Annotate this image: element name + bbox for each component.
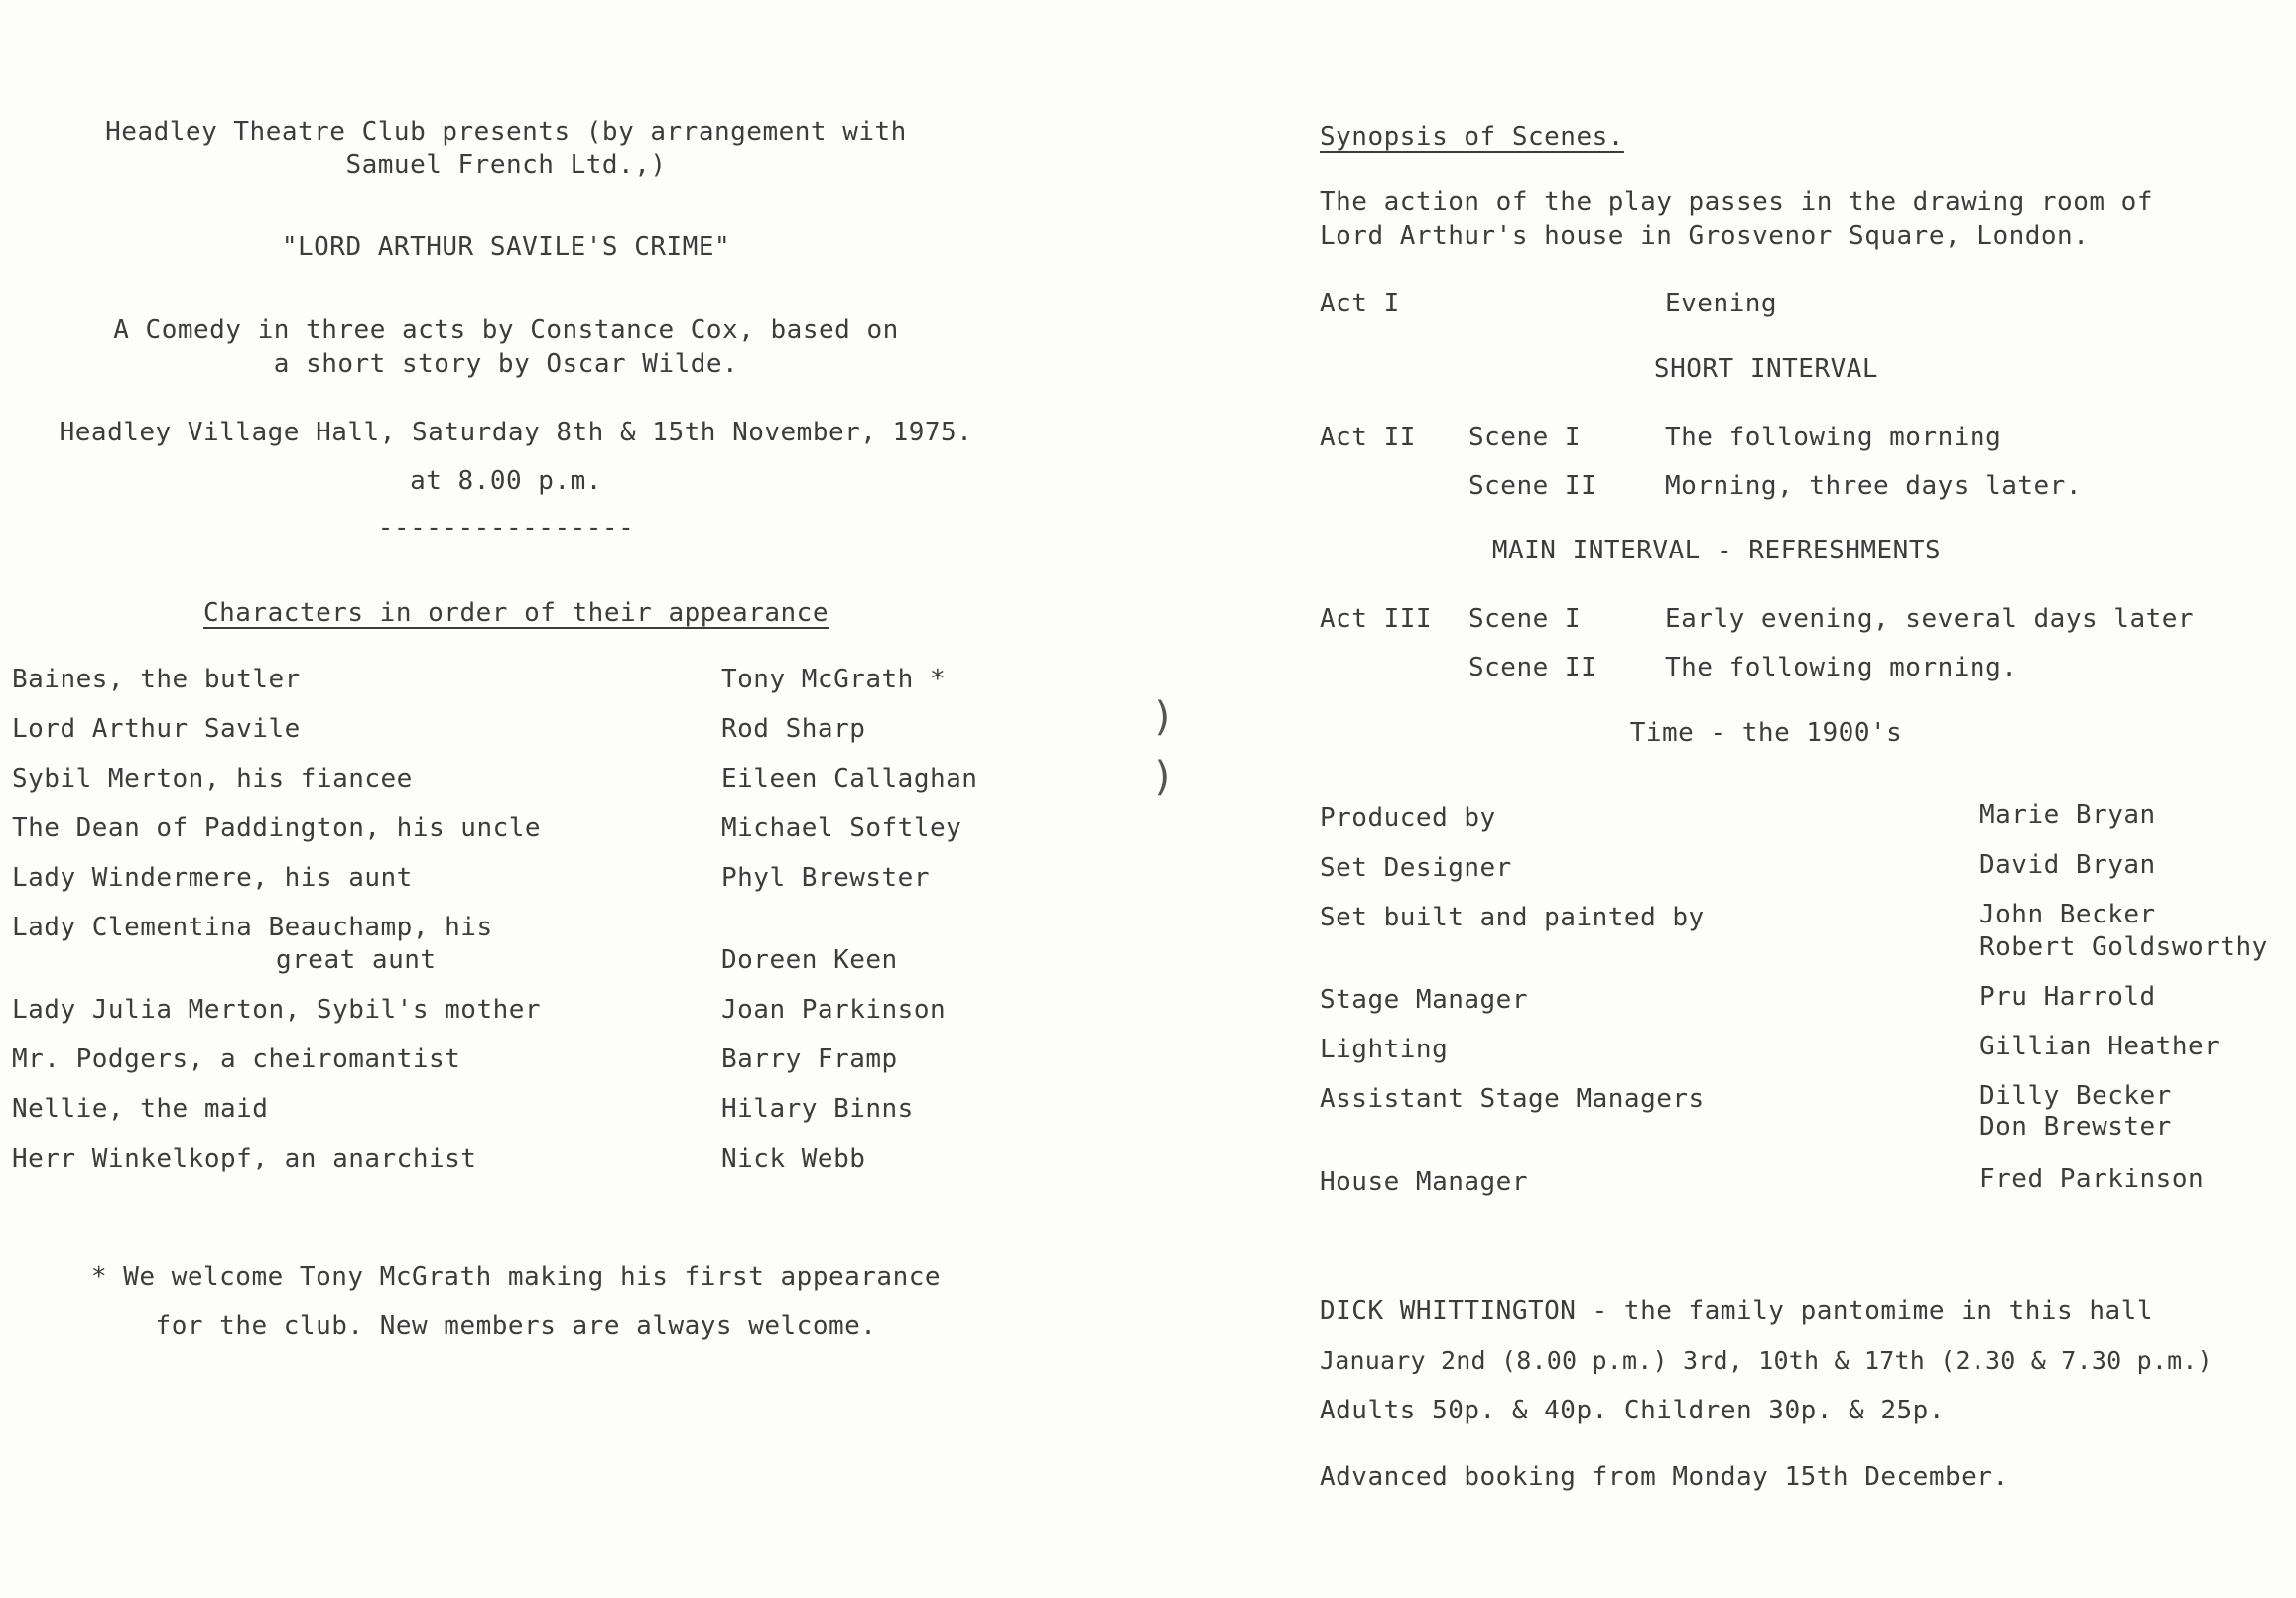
cast-role: Mr. Podgers, a cheiromantist — [12, 1045, 461, 1074]
cast-actor: Nick Webb — [721, 1144, 866, 1173]
scene-description: Morning, three days later. — [1665, 471, 2082, 501]
crew-name: Fred Parkinson — [1979, 1165, 2205, 1194]
cast-actor: Tony McGrath * — [721, 665, 947, 694]
pantomime-line-3: Adults 50p. & 40p. Children 30p. & 25p. — [1320, 1396, 1945, 1425]
crew-role: Produced by — [1320, 803, 1496, 833]
play-title: "LORD ARTHUR SAVILE'S CRIME" — [281, 232, 731, 262]
act-label: Act II — [1320, 423, 1416, 452]
cast-actor: Hilary Binns — [721, 1094, 914, 1124]
crew-role: House Manager — [1320, 1168, 1528, 1197]
synopsis-heading: Synopsis of Scenes. — [1320, 122, 1624, 152]
performance-time: at 8.00 p.m. — [410, 466, 602, 496]
description-line-2: a short story by Oscar Wilde. — [273, 349, 739, 379]
scene-label: Scene II — [1468, 471, 1597, 501]
pantomime-line-1: DICK WHITTINGTON - the family pantomime in this hall — [1320, 1296, 2153, 1326]
left-page — [0, 0, 1141, 1598]
divider: ---------------- — [377, 513, 635, 543]
cast-role-continued: great aunt — [276, 945, 437, 975]
cast-role: Nellie, the maid — [12, 1094, 269, 1124]
crew-name: Robert Goldsworthy — [1979, 932, 2268, 962]
crew-role: Stage Manager — [1320, 985, 1528, 1015]
characters-heading: Characters in order of their appearance — [203, 598, 829, 628]
crew-role: Set Designer — [1320, 853, 1512, 883]
intro-line-2: Samuel French Ltd.,) — [345, 150, 667, 180]
crew-role: Set built and painted by — [1320, 903, 1705, 932]
cast-role: Lady Julia Merton, Sybil's mother — [12, 995, 542, 1025]
scene-label: Scene I — [1468, 423, 1582, 452]
cast-actor: Rod Sharp — [721, 714, 866, 744]
cast-actor: Michael Softley — [721, 813, 962, 843]
act-label: Act III — [1320, 604, 1433, 634]
cast-actor: Phyl Brewster — [721, 863, 930, 893]
cast-actor: Barry Framp — [721, 1045, 898, 1074]
scene-label: Scene I — [1468, 604, 1582, 634]
right-page — [1141, 0, 2296, 1598]
cast-role: Sybil Merton, his fiancee — [12, 764, 413, 794]
description-line-1: A Comedy in three acts by Constance Cox, based on — [113, 315, 899, 345]
cast-actor: Joan Parkinson — [721, 995, 947, 1025]
intro-line-1: Headley Theatre Club presents (by arrangement with — [105, 117, 907, 147]
fold-mark: ) — [1151, 694, 1176, 740]
cast-role: Lady Windermere, his aunt — [12, 863, 413, 893]
time-period: Time - the 1900's — [1629, 718, 1903, 748]
act-label: Act I — [1320, 289, 1400, 318]
action-line-1: The action of the play passes in the drawing room of — [1320, 187, 2153, 217]
fold-mark: ) — [1151, 754, 1176, 799]
pantomime-line-2: January 2nd (8.00 p.m.) 3rd, 10th & 17th (2.30 & 7.30 p.m.) — [1320, 1346, 2213, 1375]
crew-name: Don Brewster — [1979, 1112, 2172, 1142]
action-line-2: Lord Arthur's house in Grosvenor Square, London. — [1320, 221, 2090, 251]
cast-actor: Doreen Keen — [721, 945, 898, 975]
cast-role: Lord Arthur Savile — [12, 714, 301, 744]
crew-name: Pru Harrold — [1979, 982, 2156, 1012]
crew-name: Dilly Becker — [1979, 1081, 2172, 1111]
cast-role: Lady Clementina Beauchamp, his — [12, 913, 493, 942]
note-line-1: * We welcome Tony McGrath making his first appearance — [90, 1262, 942, 1291]
scene-label: Scene II — [1468, 653, 1597, 682]
crew-role: Lighting — [1320, 1035, 1449, 1064]
scene-description: Evening — [1665, 289, 1778, 318]
scene-description: Early evening, several days later — [1665, 604, 2195, 634]
crew-role: Assistant Stage Managers — [1320, 1084, 1705, 1114]
cast-role: The Dean of Paddington, his uncle — [12, 813, 542, 843]
main-interval: MAIN INTERVAL - REFRESHMENTS — [1491, 536, 1942, 565]
pantomime-line-4: Advanced booking from Monday 15th December. — [1320, 1462, 2009, 1492]
scene-description: The following morning — [1665, 423, 2002, 452]
scene-description: The following morning. — [1665, 653, 2018, 682]
crew-name: David Bryan — [1979, 850, 2156, 880]
crew-name: John Becker — [1979, 900, 2156, 929]
cast-role: Herr Winkelkopf, an anarchist — [12, 1144, 477, 1173]
cast-role: Baines, the butler — [12, 665, 301, 694]
note-line-2: for the club. New members are always welcome. — [155, 1311, 877, 1341]
crew-name: Marie Bryan — [1979, 800, 2156, 830]
short-interval: SHORT INTERVAL — [1653, 354, 1879, 384]
crew-name: Gillian Heather — [1979, 1032, 2221, 1061]
cast-actor: Eileen Callaghan — [721, 764, 978, 794]
venue-line: Headley Village Hall, Saturday 8th & 15th November, 1975. — [59, 418, 973, 447]
